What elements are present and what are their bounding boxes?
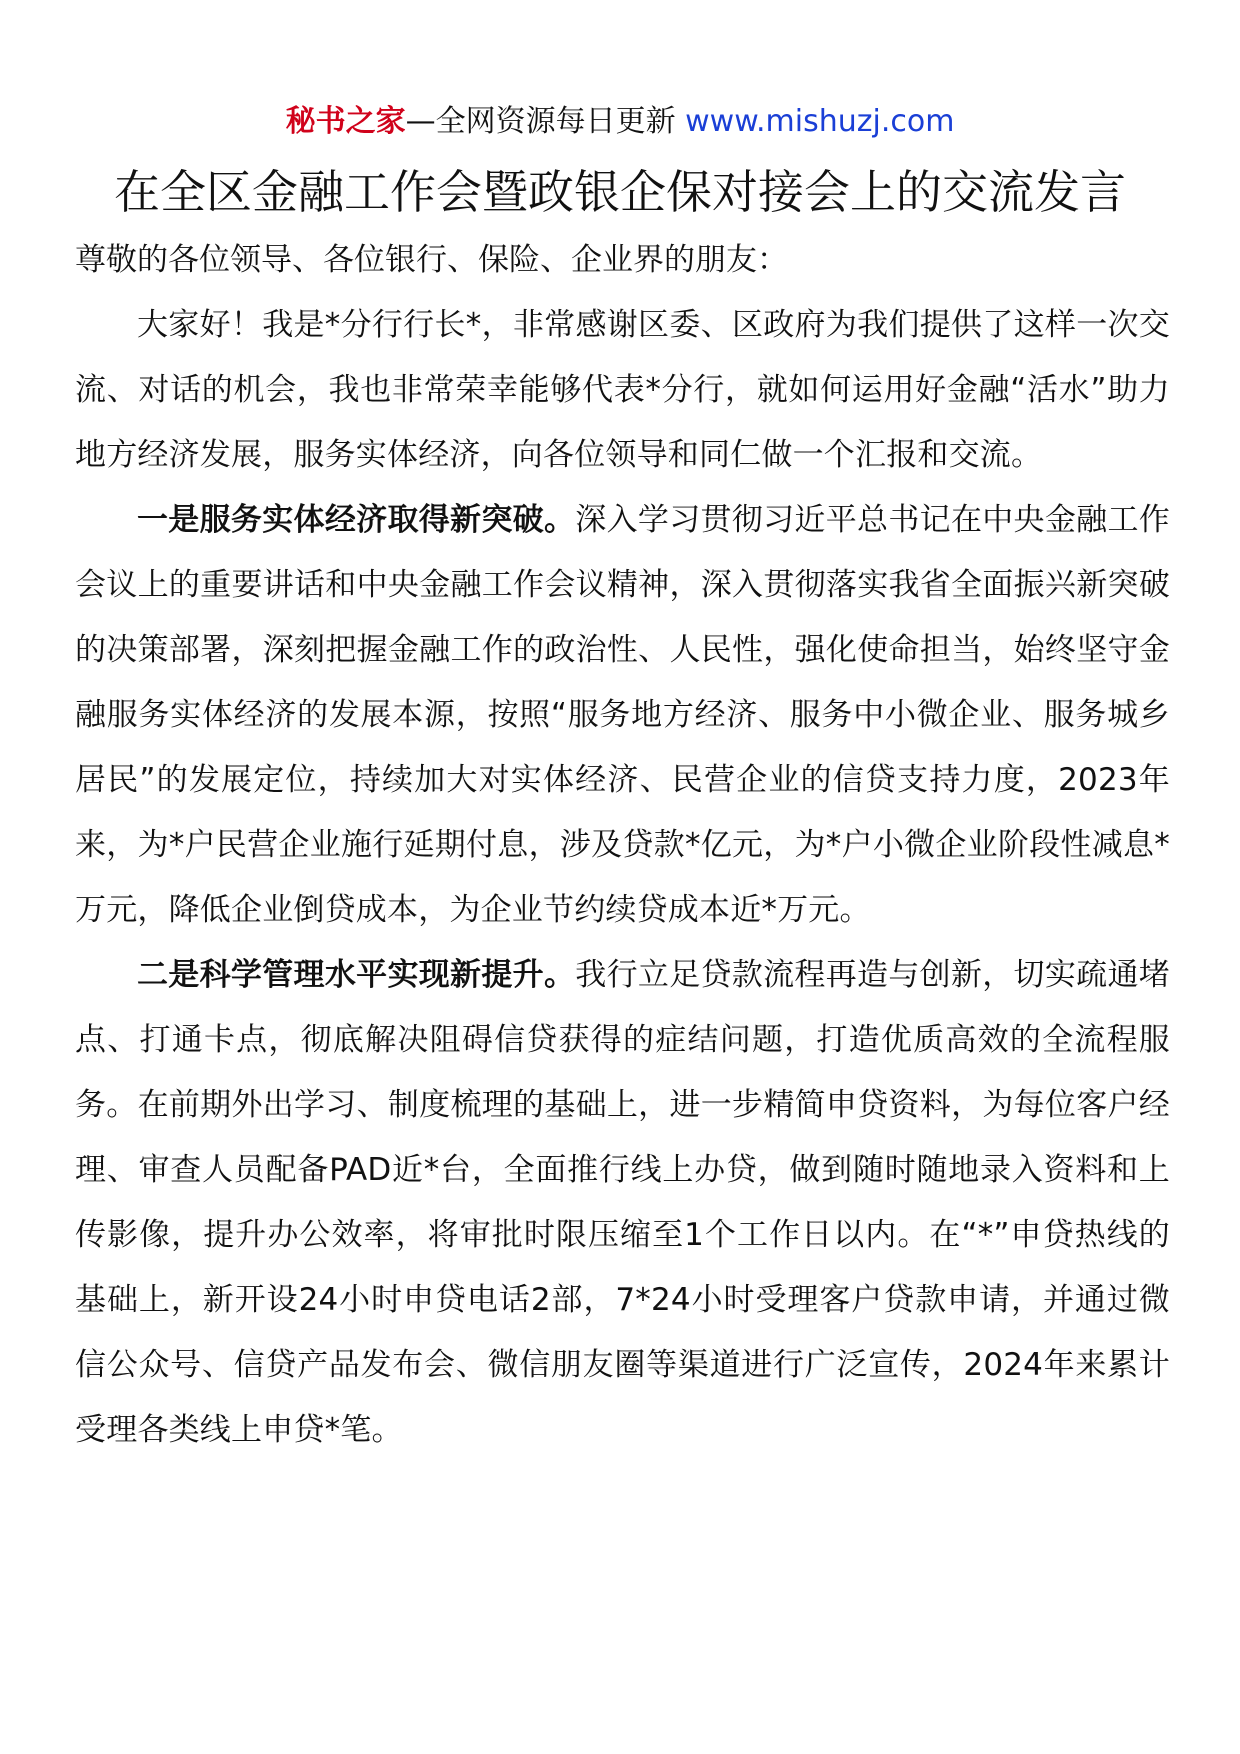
paragraph-text: 我行立足贷款流程再造与创新，切实疏通堵点、打通卡点，彻底解决阻碍信贷获得的症结问题，打造优质高效的全流程服务。在前期外出学习、制度梳理的基础上，进一步精简申贷资料，为每位客户经理、审查人员配备PAD近*台，全面推行线上办贷，做到随时随地录入资料和上传影像，提升办公效率，将审批时限压缩至1个工作日以内。在“*”申贷热线的基础上，新开设24小时申贷电话2部，7*24小时受理客户贷款申请，并通过微信公众号、信贷产品发布会、微信朋友圈等渠道进行广泛宣传，2024年来累计受理各类线上申贷*笔。	[75, 957, 1170, 1448]
paragraph-text: 深入学习贯彻习近平总书记在中央金融工作会议上的重要讲话和中央金融工作会议精神，深入贯彻落实我省全面振兴新突破的决策部署，深刻把握金融工作的政治性、人民性，强化使命担当，始终坚守金融服务实体经济的发展本源，按照“服务地方经济、服务中小微企业、服务城乡居民”的发展定位，持续加大对实体经济、民营企业的信贷支持力度，2023年来，为*户民营企业施行延期付息，涉及贷款*亿元，为*户小微企业阶段性减息*万元，降低企业倒贷成本，为企业节约续贷成本近*万元。	[75, 502, 1170, 928]
document-title: 在全区金融工作会暨政银企保对接会上的交流发言	[114, 165, 1126, 219]
paragraph-management	[75, 943, 1170, 1463]
site-url-link[interactable]: www.mishuzj.com	[685, 104, 955, 139]
document-body	[75, 228, 1170, 1463]
site-name: 秘书之家	[285, 104, 406, 139]
site-header	[0, 102, 1240, 142]
paragraph-text: 大家好！我是*分行行长*，非常感谢区委、区政府为我们提供了这样一次交流、对话的机会，我也非常荣幸能够代表*分行，就如何运用好金融“活水”助力地方经济发展，服务实体经济，向各位领导和同仁做一个汇报和交流。	[75, 307, 1170, 473]
paragraph-lead: 一是服务实体经济取得新突破。	[137, 502, 576, 538]
paragraph-real-economy	[75, 488, 1170, 943]
paragraph-lead: 二是科学管理水平实现新提升。	[137, 957, 576, 993]
site-tagline: —全网资源每日更新	[405, 104, 686, 139]
salutation: 尊敬的各位领导、各位银行、保险、企业界的朋友：	[75, 242, 788, 278]
paragraph-greeting	[75, 293, 1170, 488]
